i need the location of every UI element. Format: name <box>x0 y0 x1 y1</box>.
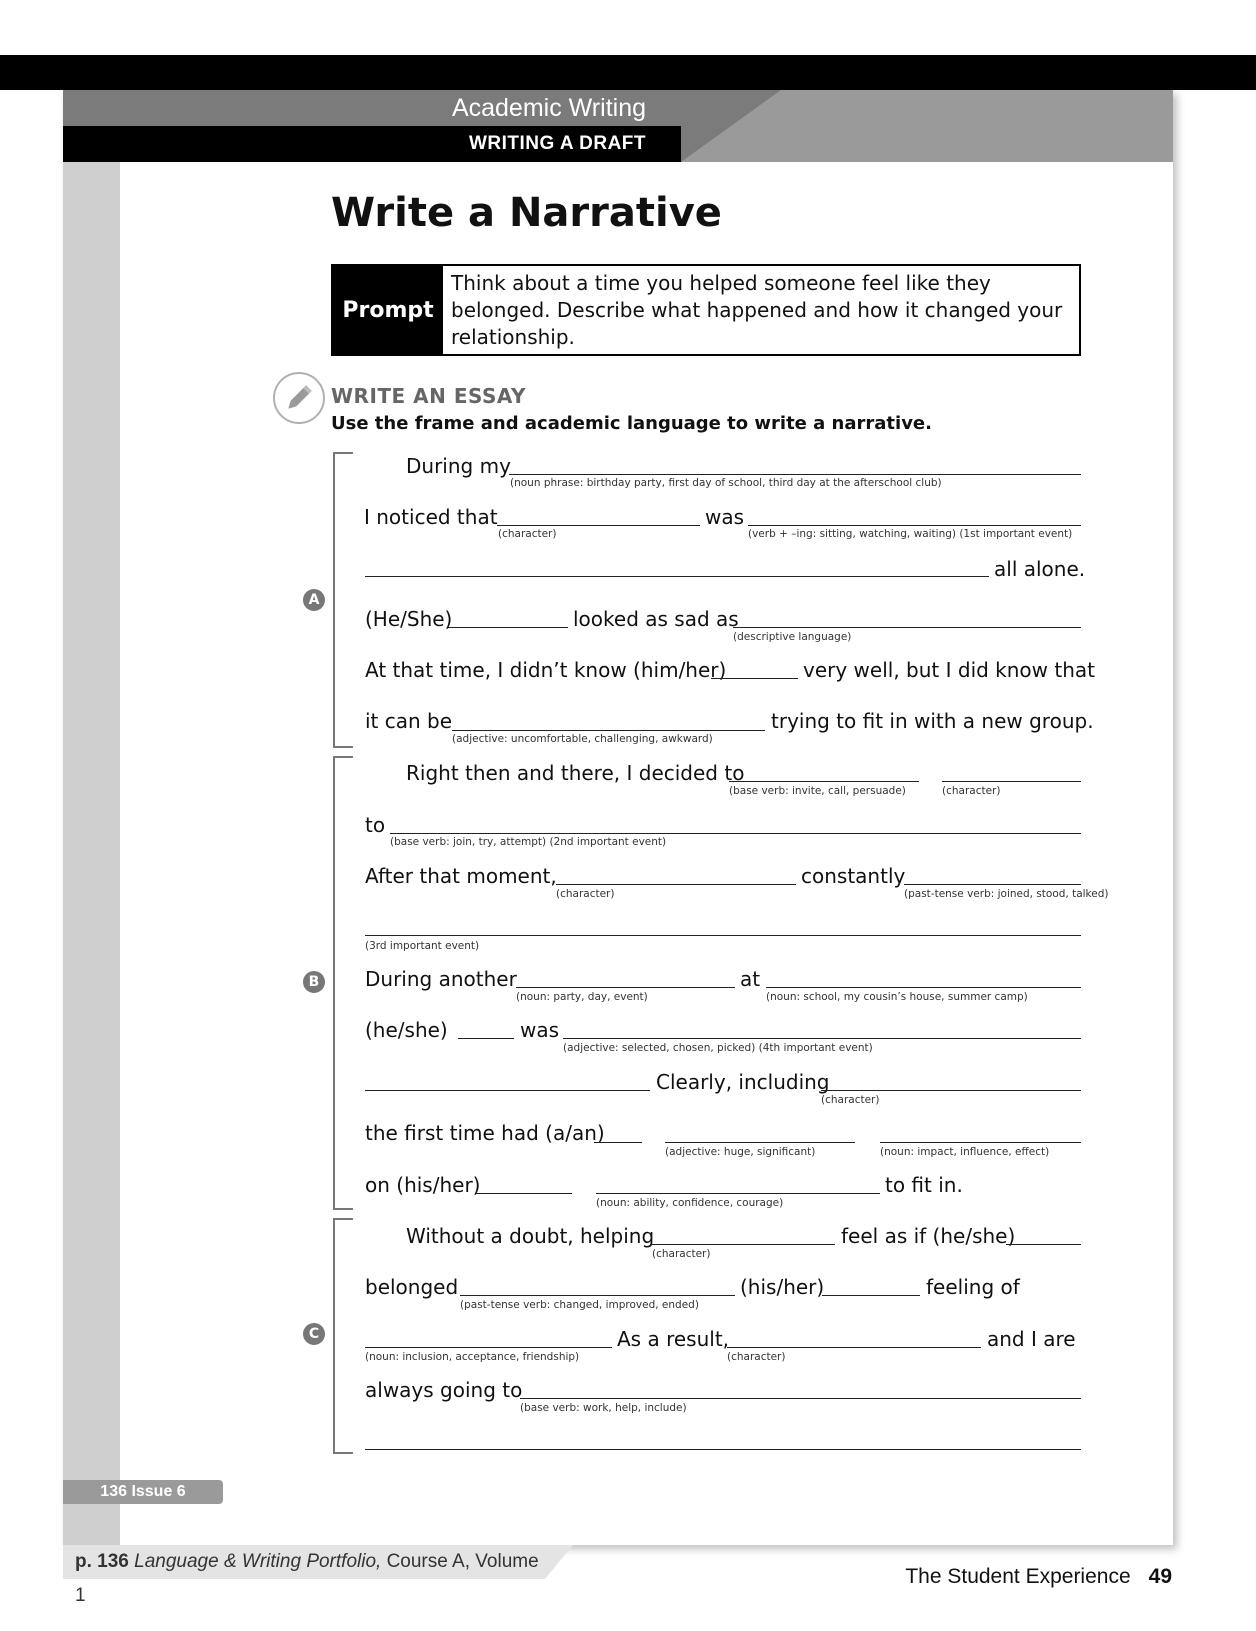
frame-text: trying to fit in with a new group. <box>771 709 1094 733</box>
answer-blank[interactable] <box>458 1038 514 1039</box>
left-sidebar-strip <box>63 162 120 1545</box>
frame-text: looked as sad as <box>573 607 739 631</box>
bracket-c <box>333 1218 353 1454</box>
frame-text: at <box>740 967 761 991</box>
answer-blank[interactable] <box>766 987 1081 988</box>
blank-hint: (3rd important event) <box>365 940 480 952</box>
header-wedge <box>681 90 781 162</box>
answer-blank[interactable] <box>448 627 568 628</box>
answer-blank[interactable] <box>365 1449 1081 1450</box>
frame-text: feeling of <box>926 1275 1020 1299</box>
answer-blank[interactable] <box>390 833 1081 834</box>
frame-text: to fit in. <box>885 1173 963 1197</box>
bracket-b <box>333 756 353 1210</box>
answer-blank[interactable] <box>727 1347 981 1348</box>
blank-hint: (noun: party, day, event) <box>516 991 648 1003</box>
frame-text: At that time, I didn’t know (him/her) <box>365 658 727 682</box>
answer-blank[interactable] <box>365 1090 650 1091</box>
answer-blank[interactable] <box>365 935 1081 936</box>
answer-blank[interactable] <box>904 884 1081 885</box>
answer-blank[interactable] <box>563 1038 1081 1039</box>
section-title: Academic Writing <box>451 94 646 122</box>
frame-text: feel as if (he/she) <box>841 1224 1016 1248</box>
frame-text: Clearly, including <box>656 1070 830 1094</box>
answer-blank[interactable] <box>365 576 989 577</box>
answer-blank[interactable] <box>822 1295 920 1296</box>
blank-hint: (character) <box>556 888 615 900</box>
frame-text: During another <box>365 967 517 991</box>
footer-right <box>905 1565 1172 1589</box>
essay-heading: WRITE AN ESSAY <box>331 384 526 408</box>
frame-text: After that moment, <box>365 864 557 888</box>
blank-hint: (noun: ability, confidence, courage) <box>596 1197 784 1209</box>
essay-instruction: Use the frame and academic language to write a narrative. <box>331 413 932 434</box>
answer-blank[interactable] <box>452 730 765 731</box>
answer-blank[interactable] <box>516 987 735 988</box>
answer-blank[interactable] <box>733 627 1081 628</box>
frame-text: the first time had (a/an) <box>365 1121 605 1145</box>
blank-hint: (noun phrase: birthday party, first day of school, third day at the afterschool club) <box>510 477 942 489</box>
answer-blank[interactable] <box>729 781 919 782</box>
citation-bar <box>63 1545 545 1606</box>
issue-tab: 136 Issue 6 <box>63 1480 223 1504</box>
citation-page: p. 136 <box>75 1551 129 1572</box>
blank-hint: (noun: school, my cousin’s house, summer camp) <box>766 991 1028 1003</box>
blank-hint: (base verb: work, help, include) <box>520 1402 687 1414</box>
frame-text: constantly <box>801 864 906 888</box>
frame-text: all alone. <box>994 557 1086 581</box>
prompt-label: Prompt <box>333 266 443 354</box>
answer-blank[interactable] <box>942 781 1081 782</box>
frame-text: was <box>520 1018 560 1042</box>
footer-label: The Student Experience <box>905 1565 1131 1588</box>
prompt-text: Think about a time you helped someone feel like they belonged. Describe what happened and how it changed your relationship. <box>451 271 1063 349</box>
paragraph-marker-a: A <box>303 589 325 611</box>
answer-blank[interactable] <box>652 1244 835 1245</box>
frame-text: Without a doubt, helping <box>406 1224 655 1248</box>
frame-text: (he/she) <box>365 1018 448 1042</box>
prompt-box <box>331 264 1081 356</box>
answer-blank[interactable] <box>665 1142 855 1143</box>
blank-hint: (past-tense verb: joined, stood, talked) <box>904 888 1109 900</box>
answer-blank[interactable] <box>509 474 1081 475</box>
blank-hint: (adjective: uncomfortable, challenging, awkward) <box>452 733 713 745</box>
frame-text: to <box>365 813 386 837</box>
blank-hint: (noun: impact, influence, effect) <box>880 1146 1050 1158</box>
frame-text: (his/her) <box>740 1275 825 1299</box>
answer-blank[interactable] <box>748 525 1081 526</box>
answer-blank[interactable] <box>596 1193 880 1194</box>
frame-text: Right then and there, I decided to <box>406 761 745 785</box>
blank-hint: (adjective: huge, significant) <box>665 1146 816 1158</box>
frame-text: I noticed that <box>364 505 498 529</box>
page-number: 49 <box>1148 1565 1172 1588</box>
blank-hint: (verb + –ing: sitting, watching, waiting) (1st important event) <box>748 528 1073 540</box>
blank-hint: (character) <box>727 1351 786 1363</box>
answer-blank[interactable] <box>520 1398 1081 1399</box>
blank-hint: (character) <box>821 1094 880 1106</box>
frame-text: very well, but I did know that <box>803 658 1096 682</box>
answer-blank[interactable] <box>476 1193 572 1194</box>
blank-hint: (character) <box>652 1248 711 1260</box>
bracket-a <box>333 452 353 748</box>
answer-blank[interactable] <box>365 1347 612 1348</box>
answer-blank[interactable] <box>821 1090 1081 1091</box>
blank-hint: (base verb: join, try, attempt) (2nd important event) <box>390 836 667 848</box>
answer-blank[interactable] <box>1006 1244 1081 1245</box>
paragraph-marker-c: C <box>303 1323 325 1345</box>
blank-hint: (adjective: selected, chosen, picked) (4th important event) <box>563 1042 873 1054</box>
pencil-icon <box>273 372 325 424</box>
frame-text: on (his/her) <box>365 1173 481 1197</box>
blank-hint: (past-tense verb: changed, improved, ended) <box>460 1299 699 1311</box>
frame-text: was <box>705 505 745 529</box>
blank-hint: (noun: inclusion, acceptance, friendship) <box>365 1351 580 1363</box>
blank-hint: (character) <box>498 528 557 540</box>
page-title: Write a Narrative <box>331 190 722 236</box>
blank-hint: (base verb: invite, call, persuade) <box>729 785 906 797</box>
citation-bar-edge <box>545 1545 573 1579</box>
citation-rest: Course A, Volume 1 <box>75 1551 539 1606</box>
answer-blank[interactable] <box>880 1142 1081 1143</box>
frame-text: As a result, <box>617 1327 730 1351</box>
frame-text: always going to <box>365 1378 523 1402</box>
answer-blank[interactable] <box>594 1142 642 1143</box>
frame-text: (He/She) <box>365 607 453 631</box>
blank-hint: (descriptive language) <box>733 631 852 643</box>
top-black-bar <box>0 55 1256 90</box>
citation-title: Language & Writing Portfolio, <box>134 1551 382 1572</box>
answer-blank[interactable] <box>497 525 700 526</box>
answer-blank[interactable] <box>711 678 798 679</box>
answer-blank[interactable] <box>556 884 796 885</box>
frame-text: and I are <box>987 1327 1076 1351</box>
answer-blank[interactable] <box>460 1295 735 1296</box>
blank-hint: (character) <box>942 785 1001 797</box>
paragraph-marker-b: B <box>303 971 325 993</box>
frame-text: belonged <box>365 1275 459 1299</box>
frame-text: it can be <box>365 709 453 733</box>
frame-text: During my <box>406 454 511 478</box>
subsection-title: WRITING A DRAFT <box>468 133 646 154</box>
